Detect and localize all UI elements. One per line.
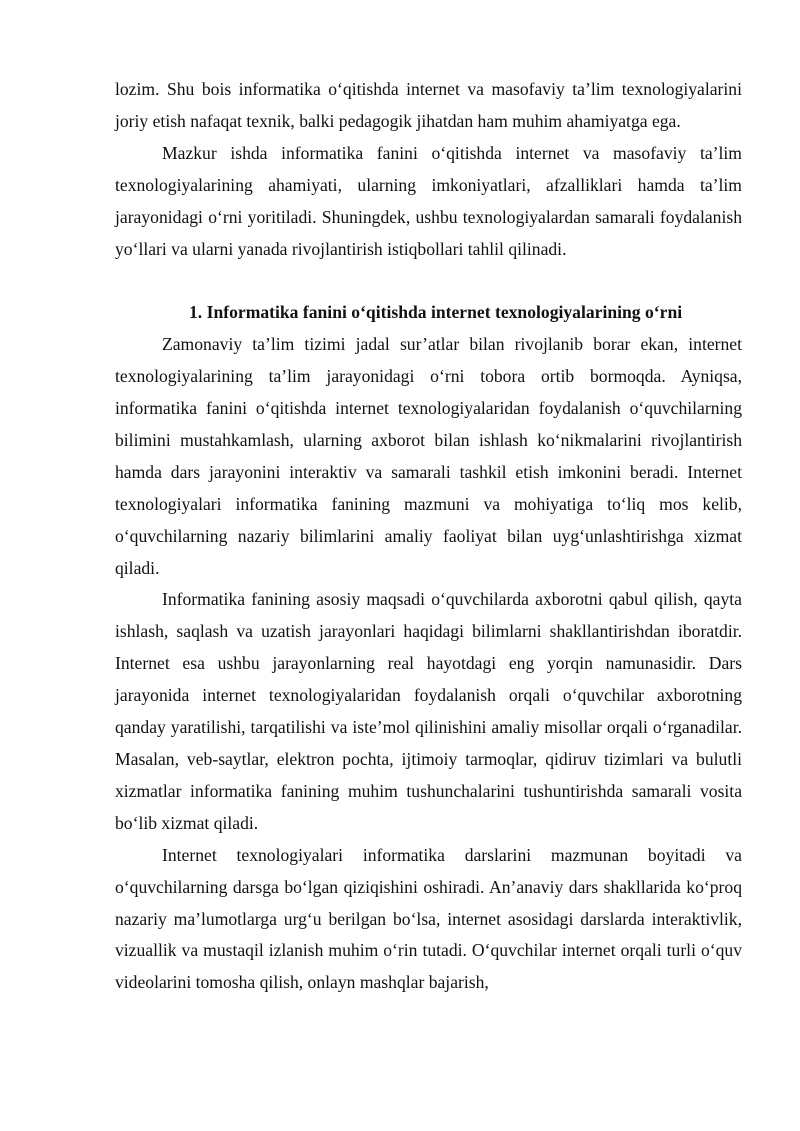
paragraph-intro-continuation: lozim. Shu bois informatika o‘qitishda internet va masofaviy ta’lim texnologiyalarini joriy etish nafaqat texnik, balki pedagogik jihatdan ham muhim ahamiyatga ega. [115,79,742,131]
paragraph-section-3: Internet texnologiyalari informatika darslarini mazmunan boyitadi va o‘quvchilarning darsga bo‘lgan qiziqishini oshiradi. An’anaviy dars shakllarida ko‘proq nazariy ma’lumotlarga urg‘u berilgan bo‘lsa, internet asosidagi darslarda interaktivlik, vizuallik va mustaqil izlanish muhim o‘rin tutadi. O‘quvchilar internet orqali turli o‘quv videolarini tomosha qilish, onlayn mashqlar bajarish, [115,844,742,993]
section-heading: 1. Informatika fanini o‘qitishda internet texnologiyalarining o‘rni [189,302,683,323]
page-content [115,74,742,999]
blank-line [115,265,742,297]
paragraph-section-2: Informatika fanining asosiy maqsadi o‘quvchilarda axborotni qabul qilish, qayta ishlash, saqlash va uzatish jarayonlari haqidagi bilimlarni shakllantirishdan iboratdir. Internet esa ushbu jarayonlarning real hayotdagi eng yorqin namunasidir. Dars jarayonida internet texnologiyalaridan foydalanish orqali o‘quvchilar axborotning qanday yaratilishi, tarqatilishi va iste’mol qilinishini amaliy misollar orqali o‘rganadilar. Masalan, veb-saytlar, elektron pochta, ijtimoiy tarmoqlar, qidiruv tizimlari va bulutli xizmatlar informatika fanining muhim tushunchalarini tushuntirishda samarali vosita bo‘lib xizmat qiladi. [115,589,742,833]
paragraph-section-1: Zamonaviy ta’lim tizimi jadal sur’atlar bilan rivojlanib borar ekan, internet texnologiyalarining ta’lim jarayonidagi o‘rni tobora ortib bormoqda. Ayniqsa, informatika fanini o‘qitishda internet texnologiyalaridan foydalanish o‘quvchilarning bilimini mustahkamlash, ularning axborot bilan ishlash ko‘nikmalarini rivojlantirish hamda dars jarayonini interaktiv va samarali tashkil etish imkonini beradi. Internet texnologiyalari informatika fanining mazmuni va mohiyatiga to‘liq mos kelib, o‘quvchilarning nazariy bilimlarini amaliy faoliyat bilan uyg‘unlashtirishga xizmat qiladi. [115,334,742,578]
paragraph-intro-scope: Mazkur ishda informatika fanini o‘qitishda internet va masofaviy ta’lim texnologiyalarining ahamiyati, ularning imkoniyatlari, afzalliklari hamda ta’lim jarayonidagi o‘rni yoritiladi. Shuningdek, ushbu texnologiyalardan samarali foydalanish yo‘llari va ularni yanada rivojlantirish istiqbollari tahlil qilinadi. [115,142,742,259]
